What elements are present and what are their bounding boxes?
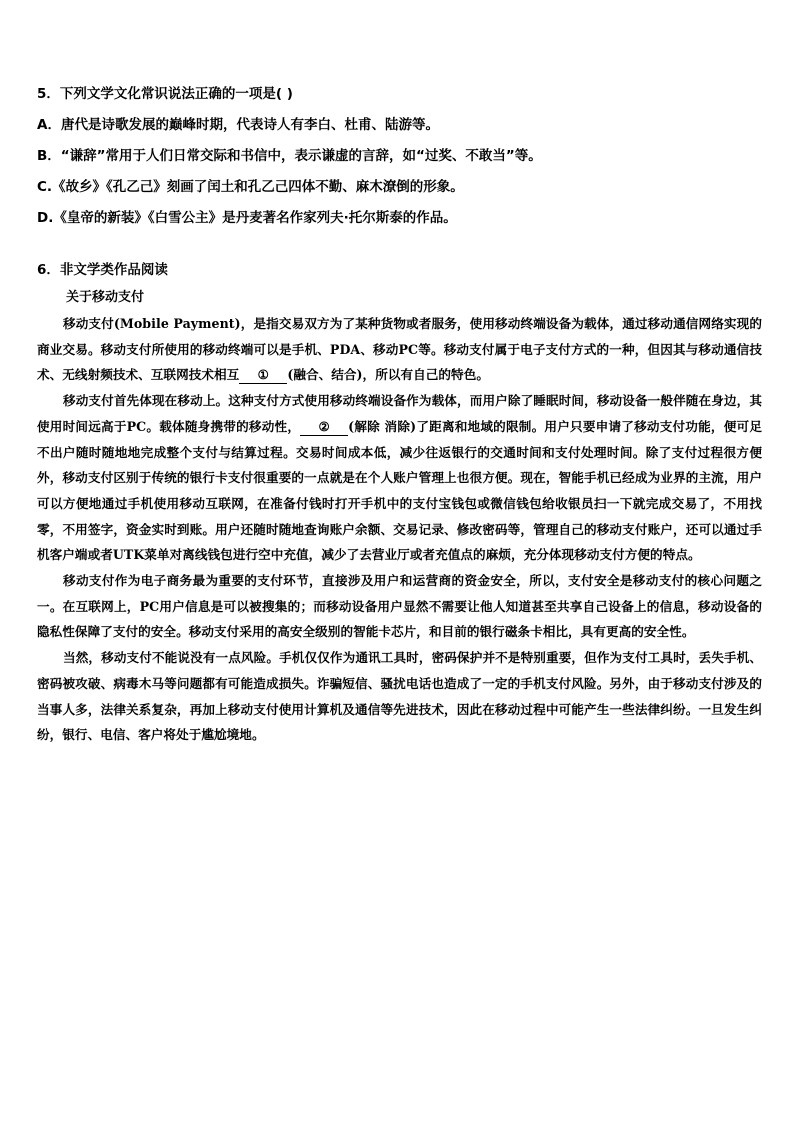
question-6-title: 6．非文学类作品阅读 (37, 262, 168, 278)
option-d: D.《皇帝的新装》《白雪公主》是丹麦著名作家列夫·托尔斯泰的作品。 (37, 210, 457, 226)
blank-1: ① (239, 366, 287, 384)
paragraph-4: 当然，移动支付不能说没有一点风险。手机仅仅作为通讯工具时，密码保护并不是特别重要，但作为支付工具时，丢失手机、密码被攻破、病毒木马等问题都有可能造成损失。诈骗短信、骚扰电话也造成了一定的手机支付风险。另外，由于移动支付涉及的当事人多，法律关系复杂，再加上移动支付使用计算机及通信等先进技术，因此在移动过程中可能产生一些法律纠纷。一旦发生纠纷，银行、电信、客户将处于尴尬境地。 (37, 650, 762, 743)
question-5-stem: 5．下列文学文化常识说法正确的一项是( ) (37, 86, 293, 102)
option-c: C.《故乡》《孔乙己》刻画了闰土和孔乙己四体不勤、麻木潦倒的形象。 (37, 179, 464, 195)
paragraph-1-text-a: 移动支付(Mobile Payment)，是指交易双方为了某种货物或者服务，使用移动终端设备为载体，通过移动通信网络实现的商业交易。移动支付所使用的移动终端可以是手机、PDA、移动PC等。移动支付属于电子支付方式的一种，但因其与移动通信技术、无线射频技术、互联网技术相互 (37, 316, 762, 383)
question-5 (37, 79, 767, 234)
article-title: 关于移动支付 (66, 290, 145, 305)
option-b: B．“谦辞”常用于人们日常交际和书信中，表示谦虚的言辞，如“过奖、不敢当”等。 (37, 148, 542, 164)
question-6 (37, 256, 762, 748)
blank-2: ② (300, 418, 348, 436)
paragraph-2-text-a: 移动支付首先体现在移动上。这种支付方式使用移动终端设备作为载体，而用户除了睡眠时间，移动设备一般伴随在身边，其使用时间远高于PC。载体随身携带的移动性， (37, 393, 762, 434)
option-a: A．唐代是诗歌发展的巅峰时期，代表诗人有李白、杜甫、陆游等。 (37, 117, 439, 133)
paragraph-1 (37, 311, 762, 388)
paragraph-2-text-b: (解除 消除)了距离和地域的限制。用户只要申请了移动支付功能，便可足不出户随时随地地完成整个支付与结算过程。交易时间成本低，减少往返银行的交通时间和支付处理时间。除了支付过程很方便外，移动支付区别于传统的银行卡支付很重要的一点就是在个人账户管理上也很方便。现在，智能手机已经成为业界的主流，用户可以方便地通过手机使用移动互联网，在准备付钱时打开手机中的支付宝钱包或微信钱包给收银员扫一下就完成交易了，不用找零，不用签字，资金实时到账。用户还随时随地查询账户余额、交易记录、修改密码等，管理自己的移动支付账户，还可以通过手机客户端或者UTK菜单对离线钱包进行空中充值，减少了去营业厅或者充值点的麻烦，充分体现移动支付方便的特点。 (37, 418, 762, 563)
paragraph-3: 移动支付作为电子商务最为重要的支付环节，直接涉及用户和运营商的资金安全，所以，支付安全是移动支付的核心问题之一。在互联网上，PC用户信息是可以被搜集的；而移动设备用户显然不需要让他人知道甚至共享自己设备上的信息，移动设备的隐私性保障了支付的安全。移动支付采用的高安全级别的智能卡芯片，和目前的银行磁条卡相比，具有更高的安全性。 (37, 573, 762, 640)
paragraph-2 (37, 388, 762, 568)
paragraph-1-text-b: (融合、结合)，所以有自己的特色。 (287, 367, 489, 383)
